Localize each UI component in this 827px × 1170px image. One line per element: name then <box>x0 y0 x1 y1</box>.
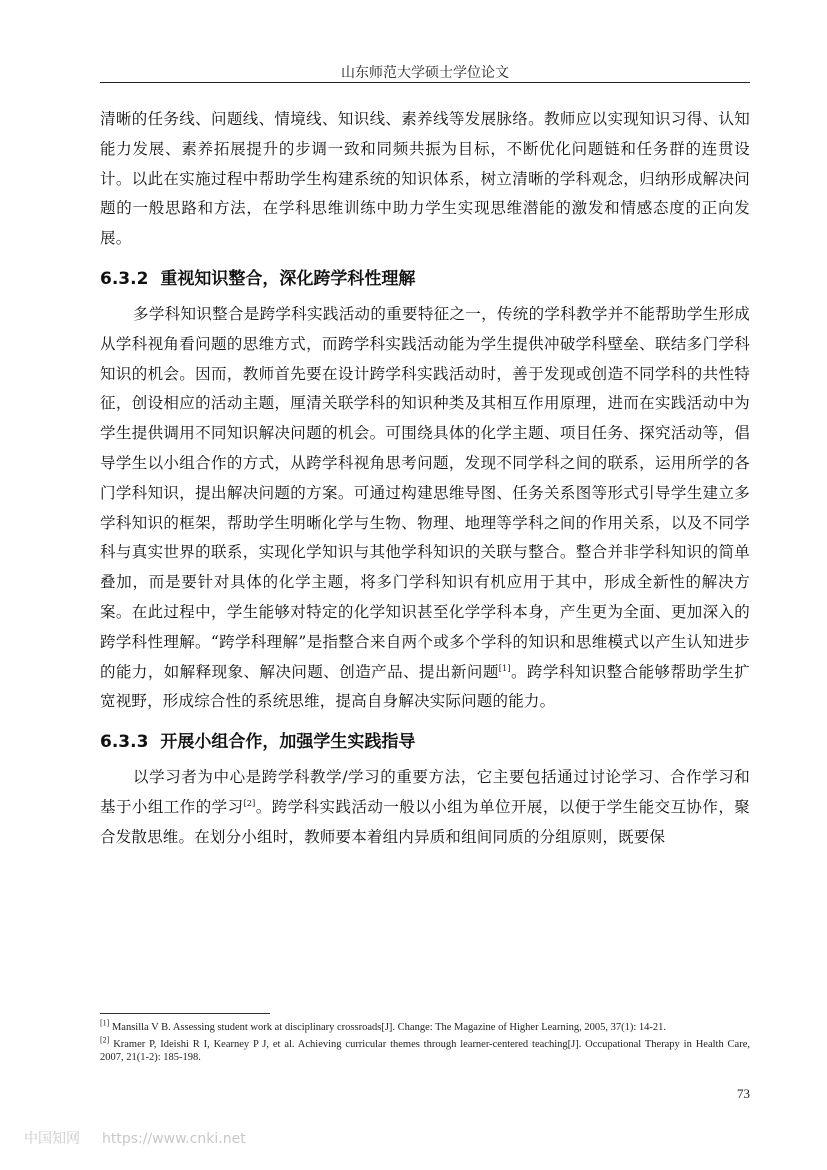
section-title: 开展小组合作，加强学生实践指导 <box>160 732 416 753</box>
paragraph-text: 。跨学科实践活动一般以小组为单位开展，以便于学生能交互协作，聚合发散思维。在划分小组时，教师要本着组内异质和组间同质的分组原则，既要保 <box>100 797 750 846</box>
paragraph-text: 。跨学科知识整合能够帮助学生扩宽视野，形成综合性的系统思维，提高自身解决实际问题的能力。 <box>100 662 750 711</box>
watermark-brand: 中国知网 <box>24 1131 80 1147</box>
paragraph-group-cooperation <box>100 763 750 852</box>
cnki-watermark <box>24 1128 246 1148</box>
section-heading-6-3-3 <box>100 723 750 761</box>
paragraph-knowledge-integration <box>100 300 750 717</box>
section-heading-6-3-2 <box>100 260 750 298</box>
paragraph-text: 多学科知识整合是跨学科实践活动的重要特征之一，传统的学科教学并不能帮助学生形成从学科视角看问题的思维方式，而跨学科实践活动能为学生提供冲破学科壁垒、联结多门学科知识的机会。因而，教师首先要在设计跨学科实践活动时，善于发现或创造不同学科的共性特征，创设相应的活动主题，厘清关联学科的知识种类及其相互作用原理，进而在实践活动中为学生提供调用不同知识解决问题的机会。可围绕具体的化学主题、项目任务、探究活动等，倡导学生以小组合作的方式，从跨学科视角思考问题，发现不同学科之间的联系，运用所学的各门学科知识，提出解决问题的方案。可通过构建思维导图、任务关系图等形式引导学生建立多学科知识的框架，帮助学生明晰化学与生物、物理、地理等学科之间的作用关系，以及不同学科与真实世界的联系，实现化学知识与其他学科知识的关联与整合。整合并非学科知识的简单叠加，而是要针对具体的化学主题，将多门学科知识有机应用于其中，形成全新性的解决方案。在此过程中，学生能够对特定的化学知识甚至化学学科本身，产生更为全面、更加深入的跨学科性理解。“跨学科理解”是指整合来自两个或多个学科的知识和思维模式以产生认知进步的能力，如解释现象、解决问题、创造产品、提出新问题 <box>100 304 750 681</box>
section-title: 重视知识整合，深化跨学科性理解 <box>160 268 416 289</box>
citation-mark-1[interactable]: [1] <box>498 663 511 673</box>
footnote-2 <box>100 1035 750 1065</box>
footnote-mark: [2] <box>100 1035 110 1044</box>
footnote-rule <box>100 1013 270 1014</box>
section-number: 6.3.3 <box>100 732 149 753</box>
footnote-mark: [1] <box>100 1018 110 1028</box>
section-number: 6.3.2 <box>100 268 149 289</box>
citation-mark-2[interactable]: [2] <box>243 798 256 808</box>
footnote-text: Kramer P, Ideishi R I, Kearney P J, et al. Achieving curricular themes through learner-centered teaching[J]. Occupational Therapy in Health Care, 2007, 21(1-2): 185-198. <box>100 1038 750 1063</box>
page-body <box>100 105 750 853</box>
paragraph-text: 以学习者为中心是跨学科教学/学习的重要方法，它主要包括通过讨论学习、合作学习和基于小组工作的学习 <box>100 768 750 816</box>
page-number: 73 <box>737 1086 750 1101</box>
header-rule <box>100 82 750 83</box>
footnote-1 <box>100 1018 750 1035</box>
running-header: 山东师范大学硕士学位论文 <box>341 65 509 81</box>
watermark-url: https://www.cnki.net <box>102 1131 246 1147</box>
footnote-text: Mansilla V B. Assessing student work at disciplinary crossroads[J]. Change: The Magazine of Higher Learning, 2005, 37(1): 14-21. <box>109 1022 667 1033</box>
footnotes <box>100 1018 750 1068</box>
paragraph-continued: 清晰的任务线、问题线、情境线、知识线、素养线等发展脉络。教师应以实现知识习得、认知能力发展、素养拓展提升的步调一致和同频共振为目标，不断优化问题链和任务群的连贯设计。以此在实施过程中帮助学生构建系统的知识体系，树立清晰的学科观念，归纳形成解决问题的一般思路和方法，在学科思维训练中助力学生实现思维潜能的激发和情感态度的正向发展。 <box>100 110 750 248</box>
